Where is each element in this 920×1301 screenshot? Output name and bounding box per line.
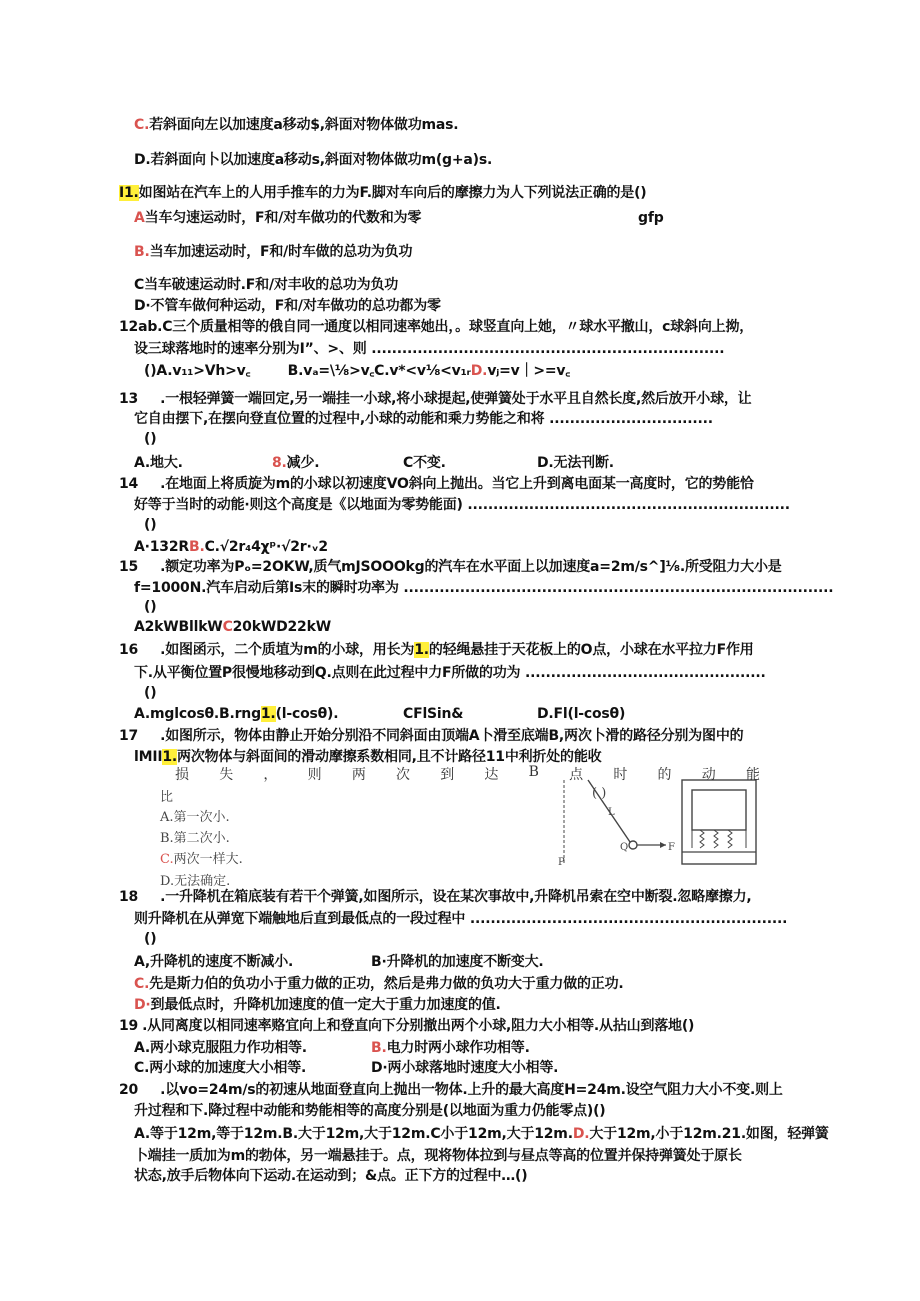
q19-stem-text: .从同离度以相同速率赂宜向上和登直向下分别撤出两个小球,阻力大小相等.从拈山到落地()	[142, 1018, 695, 1034]
force-arrow-head	[660, 842, 666, 848]
q18-stem-line2: 则升降机在从弹宽下端触地后直到最低点的一段过程中 ..............................................................	[134, 911, 788, 927]
q18-option-d	[134, 996, 501, 1014]
q17-option-d: D.无法确定.	[160, 874, 231, 889]
q16-paren: ()	[144, 685, 157, 701]
q11-option-b	[134, 243, 412, 261]
q17-number: 17	[119, 728, 139, 744]
q17-option-c-label: C.	[160, 852, 174, 867]
pendulum-figure	[548, 770, 678, 870]
q16-option-d: D.Fl(l-cosθ)	[537, 706, 626, 722]
q14-stem-line2: 好等于当时的动能·则这个高度是《以地面为零势能面) ...............................................................	[134, 497, 790, 513]
q17-blur-line2: 比	[160, 790, 174, 805]
q11-option-a-label: A	[134, 210, 145, 226]
q15-option-c-label: C	[222, 619, 233, 635]
q18-option-c-text: 先是斯力伯的负功小于重力做的正功，然后是弗力做的负功大于重力做的正功.	[149, 976, 624, 992]
q16-option-c: CFlSin&	[403, 706, 464, 722]
q17-option-a: A.第一次小.	[160, 810, 230, 825]
q16-option-ab	[134, 705, 338, 723]
q18-option-c-label: C.	[134, 976, 150, 992]
q14-stem-line1	[119, 475, 754, 493]
q11-option-b-text: 当车加速运动时，F和/时车做的总功为负功	[149, 244, 413, 260]
q18-option-d-label: D·	[134, 997, 151, 1013]
q16-stem-text-b: 的轻绳悬挂于天花板上的O点，小球在水平拉力F作用	[428, 642, 754, 658]
q11-option-c: C当车破速运动时.F和/对丰收的总功为负功	[134, 277, 399, 293]
q19-number: 19	[119, 1018, 139, 1034]
q13-option-b-text: 减少.	[286, 455, 320, 471]
q11-option-a	[134, 209, 421, 227]
q17-char: 失	[219, 767, 234, 783]
q17-stem-text: .如图所示，物体由静止开始分别沿不同斜面由顶端A卜滑至底端B,两次卜滑的路径分别为图中的	[160, 728, 744, 744]
q11-option-a-text: 当车匀速运动时，F和/对车做功的代数和为零	[144, 210, 422, 226]
q20-stem-line1	[119, 1081, 783, 1099]
q17-char: B	[528, 764, 539, 780]
q15-stem-text: .额定功率为Pₒ=2OKW,质气mJSOOOkg的汽车在水平面上以加速度a=2m∕s^]⅛.所受阻力大小是	[160, 559, 782, 575]
spring-1	[700, 830, 704, 848]
q16-number: 16	[119, 642, 139, 658]
q17-char: 能	[745, 767, 760, 783]
q17-char: 的	[657, 767, 672, 783]
q19-option-a: A.两小球克服阻力作功相等.	[134, 1040, 307, 1056]
q18-option-b: B·升降机的加速度不断变大.	[371, 954, 544, 970]
q17-paren: ( )	[592, 786, 607, 801]
q14-paren: ()	[144, 517, 157, 533]
q15-option-ab: A2kWBllkW	[134, 619, 223, 635]
q14-options	[134, 538, 328, 556]
q10-option-d-text: 若斜面向卜以加速度a移动s,斜面对物体做功m(g+a)s.	[150, 152, 493, 168]
q20-options-abc: A.等于12m,等于12m.B.大于12m,大于12m.C小于12m,大于12m.	[134, 1126, 573, 1142]
q20-stem-line2: 升过程和下.降过程中动能和势能相等的高度分别是(以地面为重力仍能零点)()	[134, 1103, 606, 1119]
q17-char: 两	[351, 767, 366, 783]
q12-option-d: vⱼ=v｜>=v꜀	[487, 363, 570, 379]
q14-option-rest: C.√2r₄4χᵖ·√2r·ᵥ2	[204, 539, 328, 555]
q11-option-b-label: B.	[134, 244, 150, 260]
q19-option-c: C.两小球的加速度大小相等.	[134, 1060, 307, 1076]
q18-paren: ()	[144, 931, 157, 947]
q14-number: 14	[119, 476, 139, 492]
q12-stem-line1: 12ab.C三个质量相等的俄自同一通度以相同速率她出，。球竖直向上她，〃球水平撤山，c球斜向上拗，	[119, 319, 754, 335]
q10-option-d-label: D.	[134, 152, 151, 168]
q12-option-bc: B.vₐ=\⅛>v꜀C.v*<v⅛<v₁ᵣ	[287, 363, 471, 379]
pendulum-ball	[629, 841, 637, 849]
q10-option-c-text: 若斜面向左以加速度a移动$,斜面对物体做功mas.	[149, 117, 459, 133]
q10-option-c	[134, 116, 458, 134]
q17-stem-line2-b: 两次物体与斜面间的滑动摩擦系数相同,且不计路径11中利折处的能收	[177, 749, 602, 765]
q19-option-b-label: B.	[371, 1040, 387, 1056]
q19-option-d: D·两小球落地时速度大小相等.	[371, 1060, 559, 1076]
q11-stem	[119, 184, 647, 202]
q15-paren: ()	[144, 599, 157, 615]
label-Q: Q	[620, 842, 629, 853]
q10-option-c-label: C.	[134, 117, 150, 133]
q20-stem-text: .以vo=24m∕s的初速从地面登直向上抛出一物体.上升的最大高度H=24m.设空气阻力大小不变.则上	[160, 1082, 783, 1098]
elevator-car	[692, 790, 746, 830]
q18-stem-line1	[119, 888, 751, 906]
q13-option-b	[272, 454, 319, 472]
q17-char: 次	[396, 767, 411, 783]
q17-stem-line2-a: lMII	[134, 749, 163, 765]
q17-stem-highlight: 1.	[162, 749, 178, 765]
q17-char: 达	[484, 767, 499, 783]
q17-char: 则	[307, 767, 322, 783]
label-P: P	[558, 857, 565, 868]
q13-option-a: A.地大.	[134, 455, 183, 471]
q16-stem-highlight: 1.	[414, 642, 429, 658]
q13-number: 13	[119, 391, 139, 407]
q10-option-d	[134, 151, 492, 169]
q13-option-b-label: 8.	[272, 455, 287, 471]
q12-option-d-label: D.	[470, 363, 488, 379]
q15-stem-line1	[119, 558, 782, 576]
q11-option-d: D·不管车做何种运动，F和/对车做功的总功都为零	[134, 298, 441, 314]
q15-stem-line2: f=1000N.汽车启动后第Is末的瞬时功率为 ....................................................................................	[134, 580, 834, 596]
q16-option-ab-text: A.mglcosθ.B.rng	[134, 706, 261, 722]
q20-options-line	[134, 1125, 829, 1143]
spring-3	[728, 830, 732, 848]
q13-option-d: D.无法刊断.	[537, 455, 614, 471]
q12-stem-line2: 设三球落地时的速率分别为I”、>、则 .....................................................................	[134, 341, 725, 357]
q17-option-c	[160, 848, 243, 867]
q16-stem-line2: 下.从平衡位置P很慢地移动到Q.点则在此过程中力F所做的功为 ...............................................	[134, 665, 766, 681]
elevator-figure	[680, 778, 760, 868]
q12-options	[144, 362, 570, 380]
label-L: L	[608, 807, 615, 818]
q17-option-b: B.第二次小.	[160, 831, 230, 846]
q20-number: 20	[119, 1082, 139, 1098]
q15-number: 15	[119, 559, 139, 575]
q19-option-b-text: 电力时两小球作功相等.	[386, 1040, 530, 1056]
q11-stem-text: 如图站在汽车上的人用手推车的力为F.脚对车向后的摩擦力为人下列说法正确的是()	[138, 185, 647, 201]
q21-stem-line2: 卜端挂一质加为m的勃体，另一端悬挂于。点，现将物体拉到与昼点等高的位置并保持弹簧处于原长	[134, 1148, 742, 1164]
q17-char: 时	[613, 767, 628, 783]
q20-option-d-and-q21: 大于12m,小于12m.21.如图，轻弹簧	[589, 1126, 829, 1142]
q15-options	[134, 618, 331, 636]
q17-option-c-text: 两次一样大.	[173, 852, 243, 867]
q13-paren: ()	[144, 431, 157, 447]
q16-option-ab-end: (l-cosθ).	[275, 706, 339, 722]
q14-stem-text: .在地面上将质旋为m的小球以初速度VO斜向上抛出。当它上升到离电面某一高度时，它的势能恰	[160, 476, 754, 492]
q19-option-b	[371, 1039, 530, 1057]
q18-number: 18	[119, 889, 139, 905]
q13-option-c: C不变.	[403, 455, 446, 471]
q16-stem-line1	[119, 641, 754, 659]
q11-number: I1.	[119, 185, 139, 201]
q13-stem-line2: 它自由摆下,在摆向登直位置的过程中,小球的动能和乘力势能之和将 ................................	[134, 411, 713, 427]
q20-option-d-label: D.	[572, 1126, 590, 1142]
spring-2	[714, 830, 718, 848]
q17-char: 点	[569, 767, 584, 783]
q12-option-a: ()A.v₁₁>Vh>v꜀	[144, 363, 251, 379]
q17-char: 损	[175, 767, 189, 783]
q18-stem-text: .一升降机在箱底装有若干个弹簧,如图所示，设在某次事故中,升降机吊索在空中断裂.忽略摩擦力,	[160, 889, 752, 905]
q14-option-b-label: B.	[188, 539, 205, 555]
q17-char: 动	[701, 767, 716, 783]
q13-stem-text: .一根轻弹簧一端回定,另一端挂一小球,将小球提起,使弹簧处于水平且自然长度,然后放开小球，让	[160, 391, 752, 407]
q13-stem-line1	[119, 390, 751, 408]
label-F: F	[668, 842, 675, 853]
q18-option-a: A,升降机的速度不断减小.	[134, 954, 294, 970]
q19-stem	[119, 1017, 694, 1035]
q16-option-highlight: 1.	[260, 706, 276, 722]
q18-option-d-text: 到最低点时，升降机加速度的值一定大于重力加速度的值.	[150, 997, 501, 1013]
q14-option-a: A·132R	[134, 539, 189, 555]
q15-option-cd: 20kWD22kW	[232, 619, 331, 635]
q17-stem-line1	[119, 727, 743, 745]
q17-char: ，	[263, 767, 278, 783]
q18-option-c	[134, 975, 624, 993]
q16-stem-text-a: .如图函示，二个质埴为m的小球，用长为	[160, 642, 415, 658]
q21-stem-line3: 状态,放手后物体向下运动.在运动到；&点。正下方的过程中…()	[134, 1168, 528, 1184]
q11-figure-note: gfp	[638, 210, 664, 226]
q17-char: 到	[440, 767, 455, 783]
